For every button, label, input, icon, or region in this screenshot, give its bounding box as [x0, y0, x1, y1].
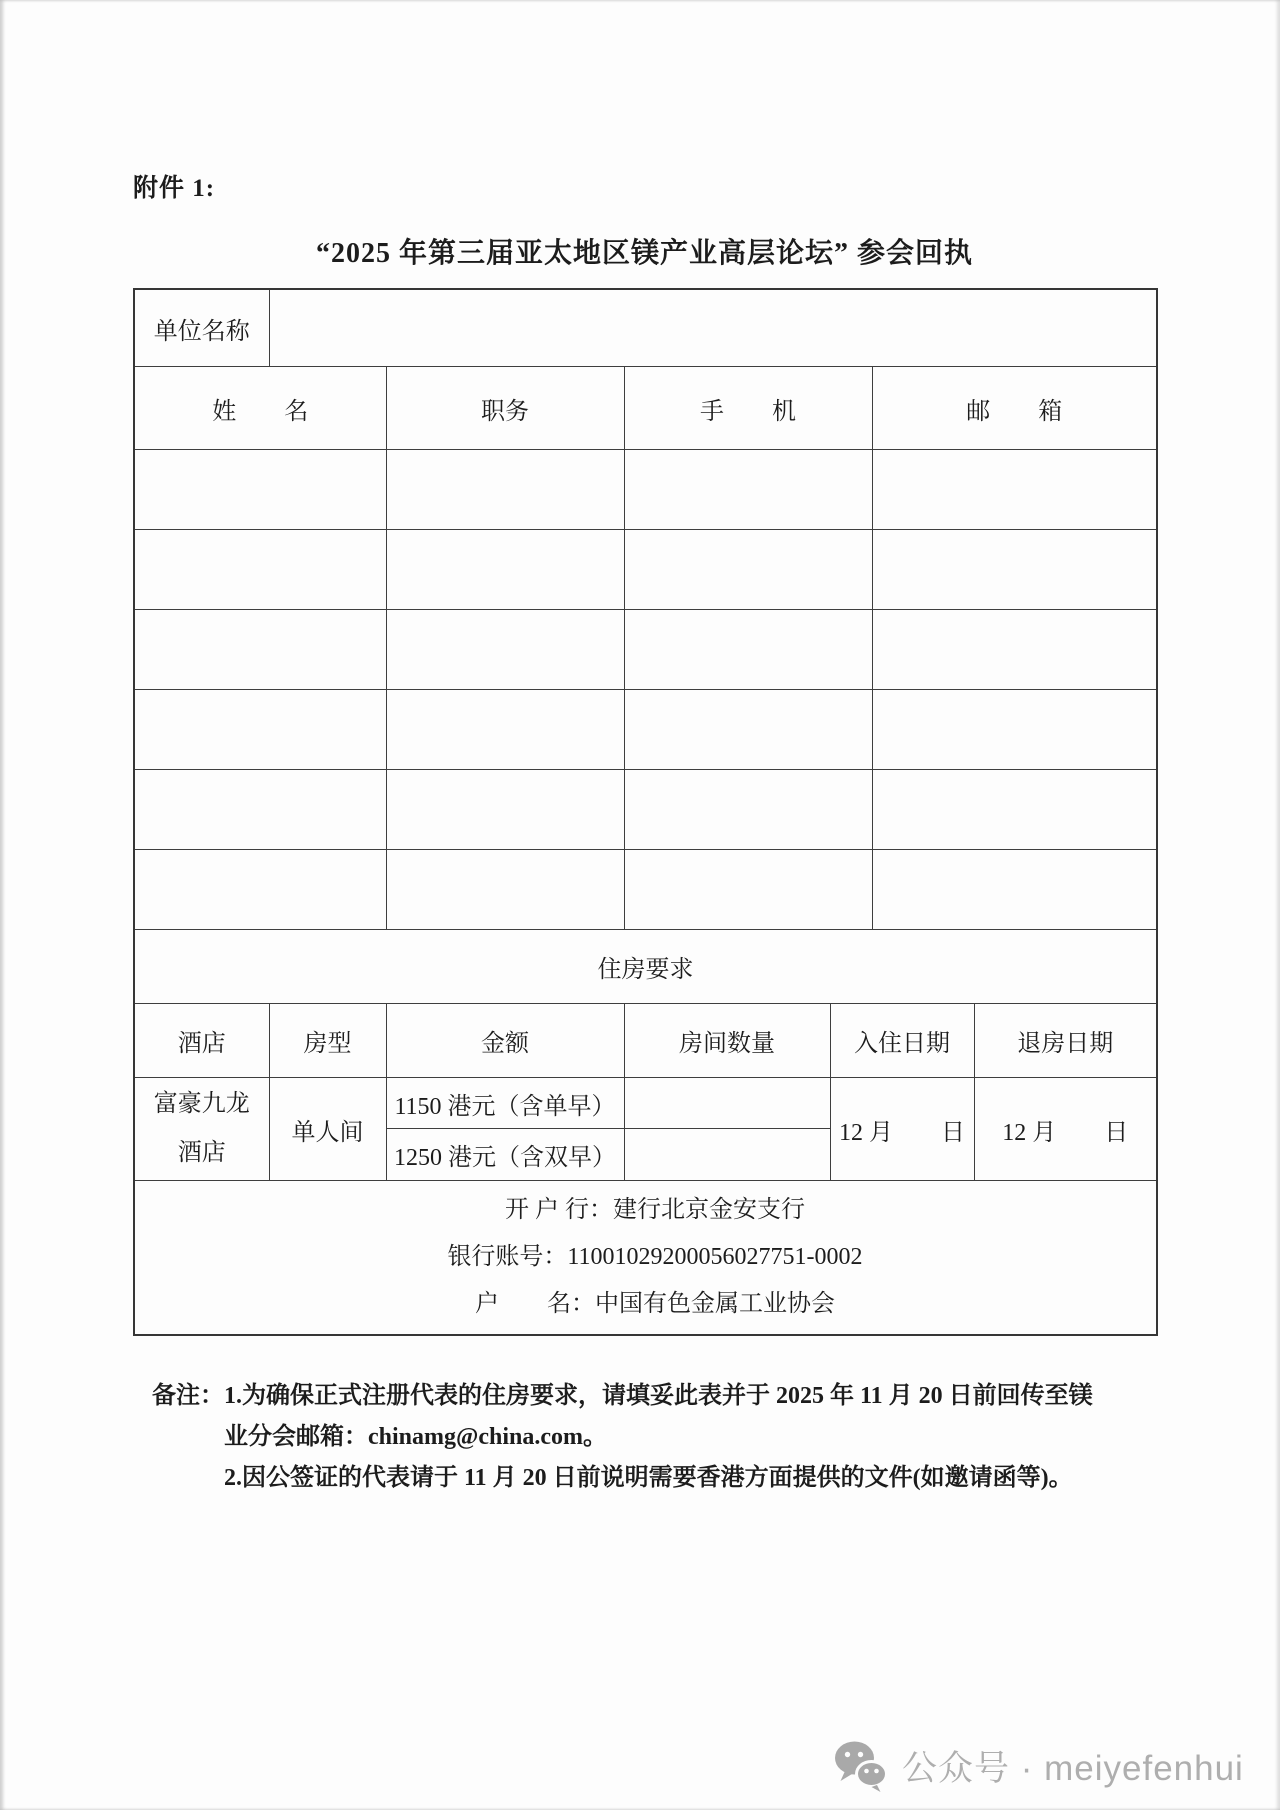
wechat-icon	[833, 1740, 889, 1792]
bank-line-account-number: 银行账号：11001029200056027751-0002	[447, 1244, 863, 1270]
attendee-mobile-cell[interactable]	[624, 450, 872, 530]
hotel-header-checkout: 退房日期	[974, 1004, 1157, 1078]
attendee-mobile-cell[interactable]	[624, 850, 872, 930]
attendee-row	[134, 690, 1157, 770]
checkin-date-cell[interactable]: 12 月 日	[830, 1078, 974, 1181]
attendee-position-cell[interactable]	[386, 610, 624, 690]
attendee-header-mobile: 手 机	[624, 367, 872, 450]
attendee-position-cell[interactable]	[386, 770, 624, 850]
org-name-row	[134, 289, 1157, 367]
hotel-header-row	[134, 1004, 1157, 1078]
attendee-email-cell[interactable]	[872, 850, 1157, 930]
attendee-position-cell[interactable]	[386, 690, 624, 770]
room-count-cell-2[interactable]	[624, 1129, 830, 1181]
attendee-row	[134, 770, 1157, 850]
hotel-name-cell	[134, 1078, 269, 1181]
wechat-watermark	[833, 1738, 1244, 1794]
note-item-1: 1.为确保正式注册代表的住房要求，请填妥此表并于 2025 年 11 月 20 日前回传至镁业分会邮箱：chinamg@china.com。	[224, 1383, 1093, 1450]
attendee-header-name: 姓 名	[134, 367, 386, 450]
hotel-header-checkin: 入住日期	[830, 1004, 974, 1078]
room-type-cell: 单人间	[269, 1078, 386, 1181]
notes-items	[224, 1376, 1102, 1499]
attendee-row	[134, 850, 1157, 930]
hotel-data-row-1	[134, 1078, 1157, 1129]
hotel-header-amount: 金额	[386, 1004, 624, 1078]
attendee-name-cell[interactable]	[134, 690, 386, 770]
attendee-mobile-cell[interactable]	[624, 610, 872, 690]
bank-info-cell	[134, 1181, 1157, 1336]
attendee-name-cell[interactable]	[134, 610, 386, 690]
attendee-email-cell[interactable]	[872, 610, 1157, 690]
checkout-date-cell[interactable]: 12 月 日	[974, 1078, 1157, 1181]
notes-block	[152, 1376, 1162, 1499]
bank-line-opening-bank: 开 户 行：建行北京金安支行	[505, 1197, 805, 1223]
notes-label: 备注：	[152, 1383, 224, 1409]
attendee-mobile-cell[interactable]	[624, 690, 872, 770]
price-option-double-breakfast: 1250 港元（含双早）	[386, 1129, 624, 1181]
attendee-header-email: 邮 箱	[872, 367, 1157, 450]
hotel-header-room-count: 房间数量	[624, 1004, 830, 1078]
org-name-label: 单位名称	[134, 289, 269, 367]
wechat-label: 公众号 · meiyefenhui	[902, 1749, 1244, 1788]
attendee-mobile-cell[interactable]	[624, 530, 872, 610]
page-title: “2025 年第三届亚太地区镁产业高层论坛” 参会回执	[315, 238, 973, 269]
housing-section-row	[134, 930, 1157, 1004]
attendee-email-cell[interactable]	[872, 530, 1157, 610]
attendee-header-position: 职务	[386, 367, 624, 450]
hotel-name-line2: 酒店	[177, 1140, 226, 1166]
attendee-position-cell[interactable]	[386, 850, 624, 930]
attendee-name-cell[interactable]	[134, 530, 386, 610]
attendee-email-cell[interactable]	[872, 690, 1157, 770]
hotel-name-line1: 富豪九龙	[153, 1091, 250, 1117]
attendee-row	[134, 450, 1157, 530]
registration-table	[133, 288, 1158, 1336]
attendee-position-cell[interactable]	[386, 450, 624, 530]
bank-line-account-name: 户 名：中国有色金属工业协会	[475, 1291, 835, 1317]
attendee-email-cell[interactable]	[872, 450, 1157, 530]
attachment-label: 附件 1:	[133, 175, 216, 202]
attendee-name-cell[interactable]	[134, 850, 386, 930]
attendee-mobile-cell[interactable]	[624, 770, 872, 850]
housing-section-title: 住房要求	[134, 930, 1157, 1004]
attendee-email-cell[interactable]	[872, 770, 1157, 850]
price-option-single-breakfast: 1150 港元（含单早）	[386, 1078, 624, 1129]
org-name-input-cell[interactable]	[269, 289, 1157, 367]
bank-info-row	[134, 1181, 1157, 1336]
attendee-name-cell[interactable]	[134, 450, 386, 530]
note-item-2: 2.因公签证的代表请于 11 月 20 日前说明需要香港方面提供的文件(如邀请函等)。	[224, 1465, 1073, 1491]
attendee-name-cell[interactable]	[134, 770, 386, 850]
attendee-header-row	[134, 367, 1157, 450]
hotel-header-room-type: 房型	[269, 1004, 386, 1078]
hotel-header-hotel: 酒店	[134, 1004, 269, 1078]
attendee-position-cell[interactable]	[386, 530, 624, 610]
room-count-cell-1[interactable]	[624, 1078, 830, 1129]
attendee-row	[134, 610, 1157, 690]
attendee-row	[134, 530, 1157, 610]
